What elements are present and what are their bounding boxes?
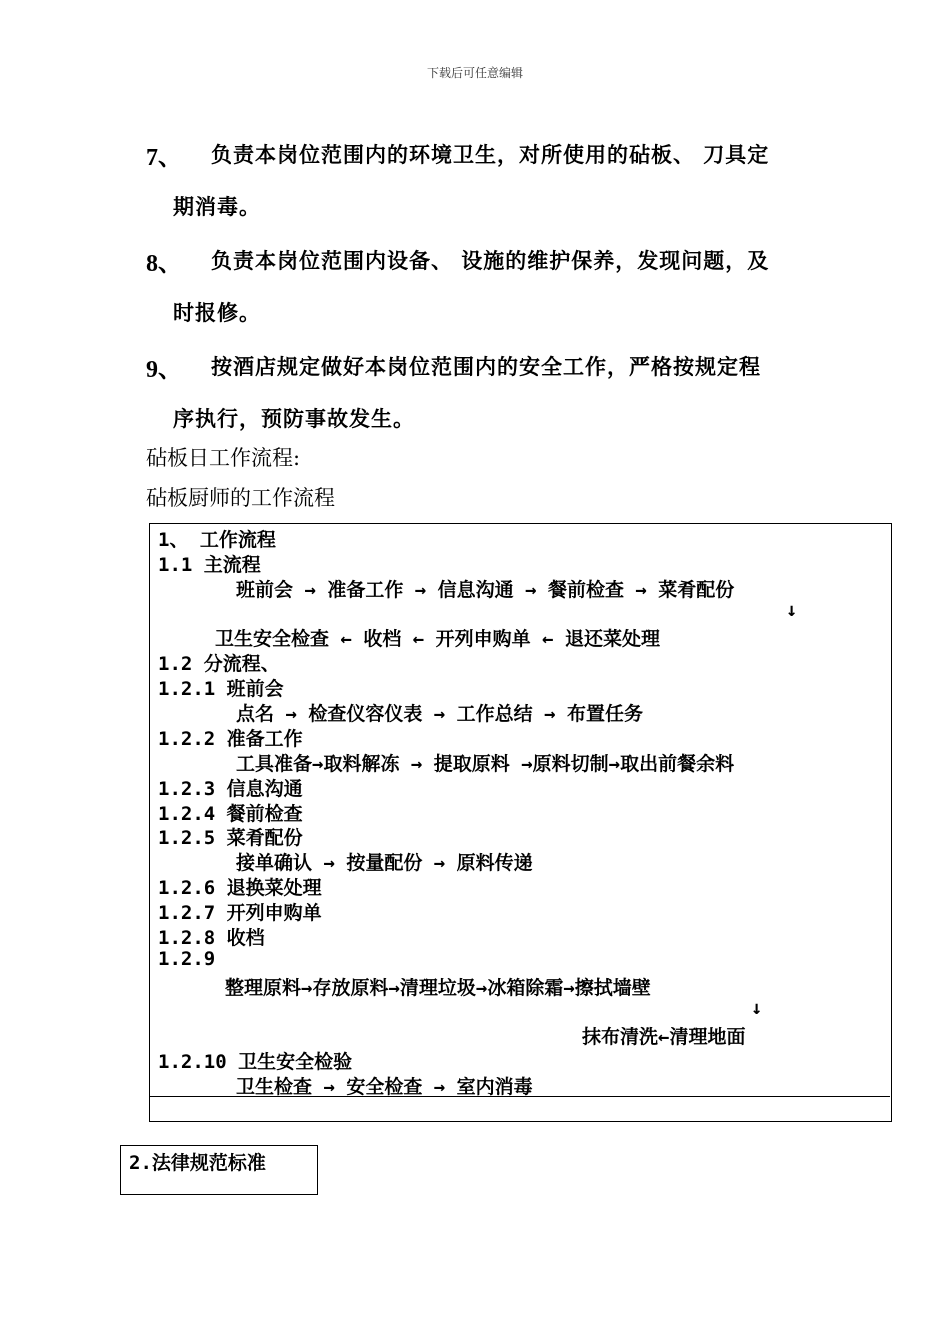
flow-line: 1.2.9 xyxy=(158,948,216,970)
section-heading: 砧板日工作流程: xyxy=(146,446,301,470)
item-number: 7、 xyxy=(146,145,182,171)
flow-line: 工具准备→取料解冻 → 提取原料 →原料切制→取出前餐余料 xyxy=(236,753,735,775)
flow-line: 班前会 → 准备工作 → 信息沟通 → 餐前检查 → 菜肴配份 xyxy=(236,579,735,601)
flow-line: 1.2.3 信息沟通 xyxy=(158,778,303,800)
header-note: 下载后可任意编辑 xyxy=(426,66,523,80)
item-text-line1: 负责本岗位范围内的环境卫生，对所使用的砧板、 刀具定 xyxy=(211,142,770,167)
flow-line: 卫生检查 → 安全检查 → 室内消毒 xyxy=(236,1076,533,1098)
flow-line: 卫生安全检查 ← 收档 ← 开列申购单 ← 退还菜处理 xyxy=(215,628,660,650)
item-text-line1: 按酒店规定做好本岗位范围内的安全工作，严格按规定程 xyxy=(211,354,761,379)
flow-line: 1.2.2 准备工作 xyxy=(158,728,303,750)
item-text-line2: 期消毒。 xyxy=(173,194,261,219)
flow-line: 1.2 分流程、 xyxy=(158,653,280,675)
item-number: 8、 xyxy=(146,251,182,277)
flow-line: 1.2.8 收档 xyxy=(158,927,265,949)
item-number: 9、 xyxy=(146,357,182,383)
item-text-line2: 时报修。 xyxy=(173,300,261,325)
flow-line: 1.2.10 卫生安全检验 xyxy=(158,1051,353,1073)
flow-line: 1.2.7 开列申购单 xyxy=(158,902,322,924)
flow-line: 1.2.1 班前会 xyxy=(158,678,284,700)
down-arrow: ↓ xyxy=(751,997,763,1019)
flow-line: 点名 → 检查仪容仪表 → 工作总结 → 布置任务 xyxy=(236,703,643,725)
flow-line: 接单确认 → 按量配份 → 原料传递 xyxy=(236,852,533,874)
section-heading: 砧板厨师的工作流程 xyxy=(146,486,335,510)
section2-title: 2.法律规范标准 xyxy=(129,1152,266,1174)
flow-line: 抹布清洗←清理地面 xyxy=(582,1026,746,1048)
item-text-line1: 负责本岗位范围内设备、 设施的维护保养，发现问题，及 xyxy=(211,248,770,273)
flow-line: 1.1 主流程 xyxy=(158,554,261,576)
flow-line: 1.2.5 菜肴配份 xyxy=(158,827,303,849)
flow-line: 1.2.4 餐前检查 xyxy=(158,803,303,825)
down-arrow: ↓ xyxy=(786,599,798,621)
flow-line: 整理原料→存放原料→清理垃圾→冰箱除霜→擦拭墙壁 xyxy=(225,977,651,999)
item-text-line2: 序执行，预防事故发生。 xyxy=(173,406,415,431)
flow-line: 1.2.6 退换菜处理 xyxy=(158,877,322,899)
flow-line: 1、 工作流程 xyxy=(158,529,276,551)
